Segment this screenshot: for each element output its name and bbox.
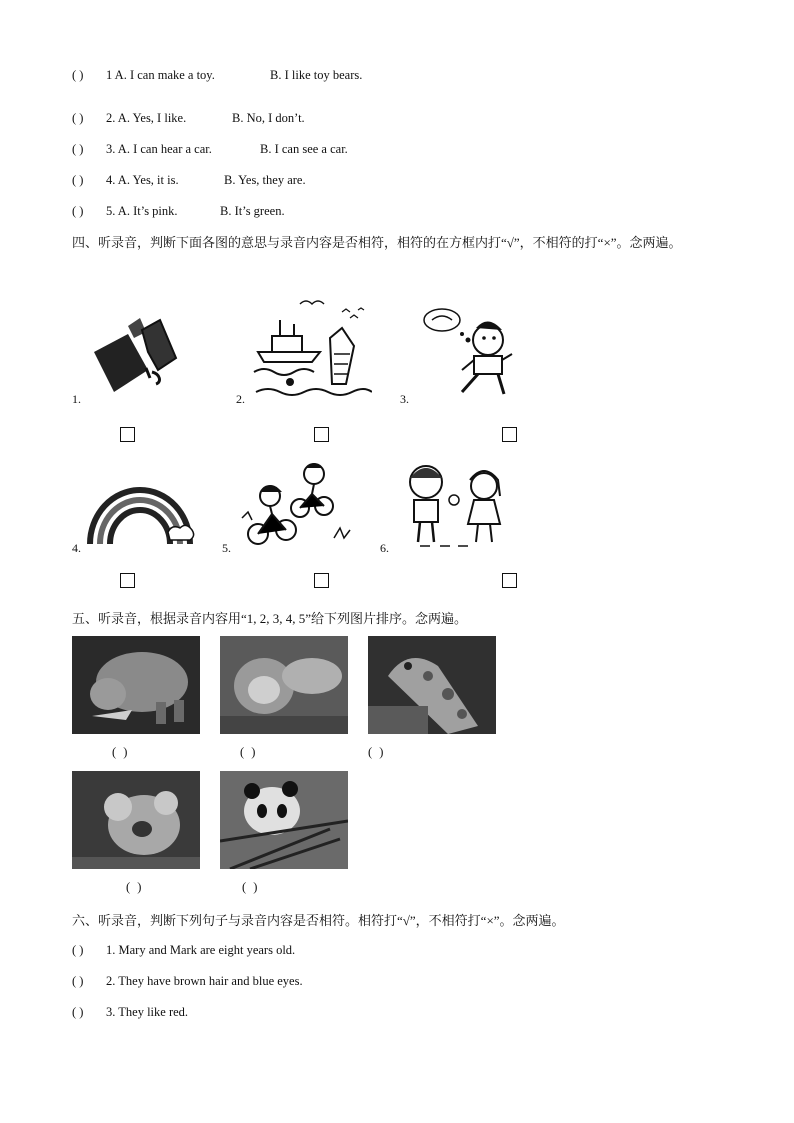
answer-checkbox[interactable] (502, 427, 517, 442)
option-b: B. I can see a car. (260, 142, 348, 156)
option-a: 5. A. It’s pink. (106, 204, 178, 218)
answer-blank[interactable]: ( ) (72, 173, 84, 187)
sentence: 1. Mary and Mark are eight years old. (106, 943, 296, 957)
list-item (72, 142, 212, 157)
answer-blank[interactable]: ( ) (72, 111, 84, 125)
answer-checkbox[interactable] (120, 573, 135, 588)
bear-photo (72, 636, 200, 734)
order-blank[interactable]: ( ) (112, 745, 130, 759)
order-blank[interactable]: ( ) (368, 745, 386, 759)
option-a: 3. A. I can hear a car. (106, 142, 212, 156)
answer-blank[interactable]: ( ) (72, 943, 84, 957)
answer-blank[interactable]: ( ) (72, 1005, 84, 1019)
order-blank[interactable]: ( ) (126, 880, 144, 894)
list-item (72, 111, 186, 126)
picture-label: 4. (72, 541, 81, 555)
option-a: 2. A. Yes, I like. (106, 111, 187, 125)
option-a: 4. A. Yes, it is. (106, 173, 179, 187)
answer-checkbox[interactable] (314, 427, 329, 442)
sentence: 3. They like red. (106, 1005, 189, 1019)
picture-label: 2. (236, 392, 245, 406)
list-item (72, 943, 295, 958)
list-item (72, 204, 178, 219)
list-item (72, 974, 303, 989)
answer-blank[interactable]: ( ) (72, 974, 84, 988)
koala-photo (72, 771, 200, 869)
option-a: 1 A. I can make a toy. (106, 68, 215, 82)
broken-cup-picture (88, 312, 180, 400)
picture-label: 3. (400, 392, 409, 406)
option-b: B. Yes, they are. (224, 173, 306, 187)
list-item (72, 173, 179, 188)
picture-label: 5. (222, 541, 231, 555)
answer-blank[interactable]: ( ) (72, 142, 84, 156)
giraffe-photo (368, 636, 496, 734)
picture-label: 1. (72, 392, 81, 406)
list-item (72, 1005, 188, 1020)
section5-heading: 五、听录音，根据录音内容用“1, 2, 3, 4, 5”给下列图片排序。念两遍。 (72, 611, 468, 626)
answer-checkbox[interactable] (502, 573, 517, 588)
boy-eating-picture (418, 304, 522, 400)
answer-checkbox[interactable] (314, 573, 329, 588)
list-item (72, 68, 215, 83)
option-b: B. I like toy bears. (270, 68, 363, 82)
section6-heading: 六、听录音，判断下列句子与录音内容是否相符。相符打“√”，不相符打“×”。念两遍。 (72, 913, 565, 928)
answer-blank[interactable]: ( ) (72, 204, 84, 218)
lion-photo (220, 636, 348, 734)
option-b: B. No, I don’t. (232, 111, 305, 125)
answer-checkbox[interactable] (120, 427, 135, 442)
ship-scene-picture (250, 298, 372, 402)
kids-on-bikes-picture (238, 458, 354, 550)
sentence: 2. They have brown hair and blue eyes. (106, 974, 303, 988)
section4-heading: 四、听录音，判断下面各图的意思与录音内容是否相符，相符的在方框内打“√”，不相符的打“×”。念两遍。 (72, 235, 682, 250)
answer-blank[interactable]: ( ) (72, 68, 84, 82)
picture-label: 6. (380, 541, 389, 555)
boy-and-girl-picture (400, 460, 512, 552)
panda-photo (220, 771, 348, 869)
order-blank[interactable]: ( ) (240, 745, 258, 759)
option-b: B. It’s green. (220, 204, 285, 218)
rainbow-picture (84, 478, 196, 548)
order-blank[interactable]: ( ) (242, 880, 260, 894)
